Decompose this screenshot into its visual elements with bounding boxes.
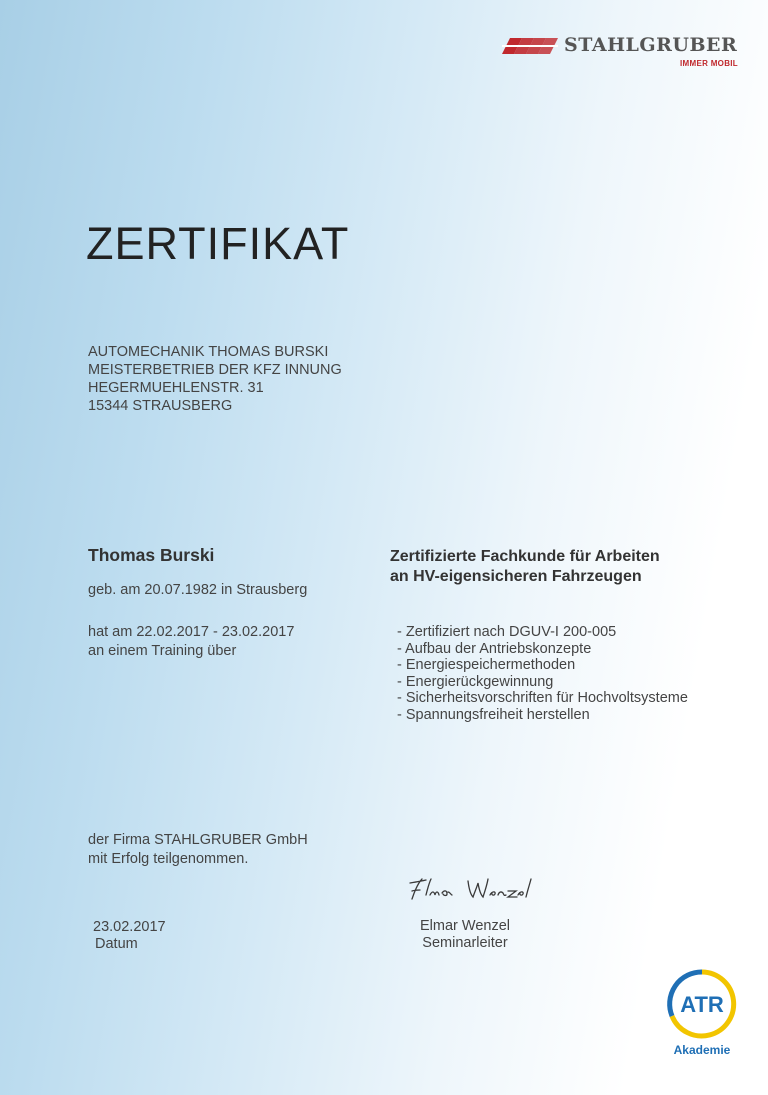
signer-role: Seminarleiter bbox=[422, 935, 508, 951]
address-line: HEGERMUEHLENSTR. 31 bbox=[88, 380, 264, 396]
logo-brand: STAHLGRUBER bbox=[564, 34, 738, 56]
signer-block bbox=[420, 918, 510, 952]
training-about: an einem Training über bbox=[88, 643, 237, 659]
certificate-title: ZERTIFIKAT bbox=[86, 218, 350, 269]
stahlgruber-logo bbox=[502, 34, 742, 74]
date-label: Datum bbox=[95, 936, 138, 952]
atr-akademie-label: Akademie bbox=[673, 1043, 731, 1057]
topic-item: - Energiespeichermethoden bbox=[397, 657, 576, 673]
atr-logo bbox=[666, 968, 738, 1040]
participant-name: Thomas Burski bbox=[88, 545, 215, 565]
logo-tagline: IMMER MOBIL bbox=[680, 59, 738, 68]
handwritten-signature bbox=[406, 873, 536, 905]
topic-item: - Spannungsfreiheit herstellen bbox=[397, 706, 590, 723]
signer-name: Elmar Wenzel bbox=[420, 918, 510, 934]
topic-item: - Energierückgewinnung bbox=[397, 673, 554, 690]
course-title-line: Zertifizierte Fachkunde für Arbeiten bbox=[390, 548, 660, 565]
course-title bbox=[390, 547, 660, 587]
company-address bbox=[88, 343, 342, 415]
firm-line: mit Erfolg teilgenommen. bbox=[88, 851, 249, 867]
topic-item: - Aufbau der Antriebskonzepte bbox=[397, 640, 592, 657]
date-block bbox=[93, 919, 166, 953]
training-dates: hat am 22.02.2017 - 23.02.2017 bbox=[88, 624, 295, 640]
training-info bbox=[88, 623, 294, 661]
course-topics bbox=[397, 624, 688, 723]
stahlgruber-stripes-icon bbox=[502, 38, 560, 54]
topic-item: - Sicherheitsvorschriften für Hochvoltsysteme bbox=[397, 690, 688, 706]
atr-logo-text: ATR bbox=[680, 992, 724, 1017]
firm-line: der Firma STAHLGRUBER GmbH bbox=[88, 832, 308, 848]
issue-date: 23.02.2017 bbox=[93, 919, 166, 935]
topic-item: - Zertifiziert nach DGUV-I 200-005 bbox=[397, 624, 617, 640]
firm-statement bbox=[88, 831, 308, 869]
address-line: 15344 STRAUSBERG bbox=[88, 398, 233, 414]
participant-birth: geb. am 20.07.1982 in Strausberg bbox=[88, 582, 308, 598]
address-line: AUTOMECHANIK THOMAS BURSKI bbox=[88, 344, 329, 360]
course-title-line: an HV-eigensicheren Fahrzeugen bbox=[390, 568, 642, 585]
address-line: MEISTERBETRIEB DER KFZ INNUNG bbox=[88, 362, 342, 378]
